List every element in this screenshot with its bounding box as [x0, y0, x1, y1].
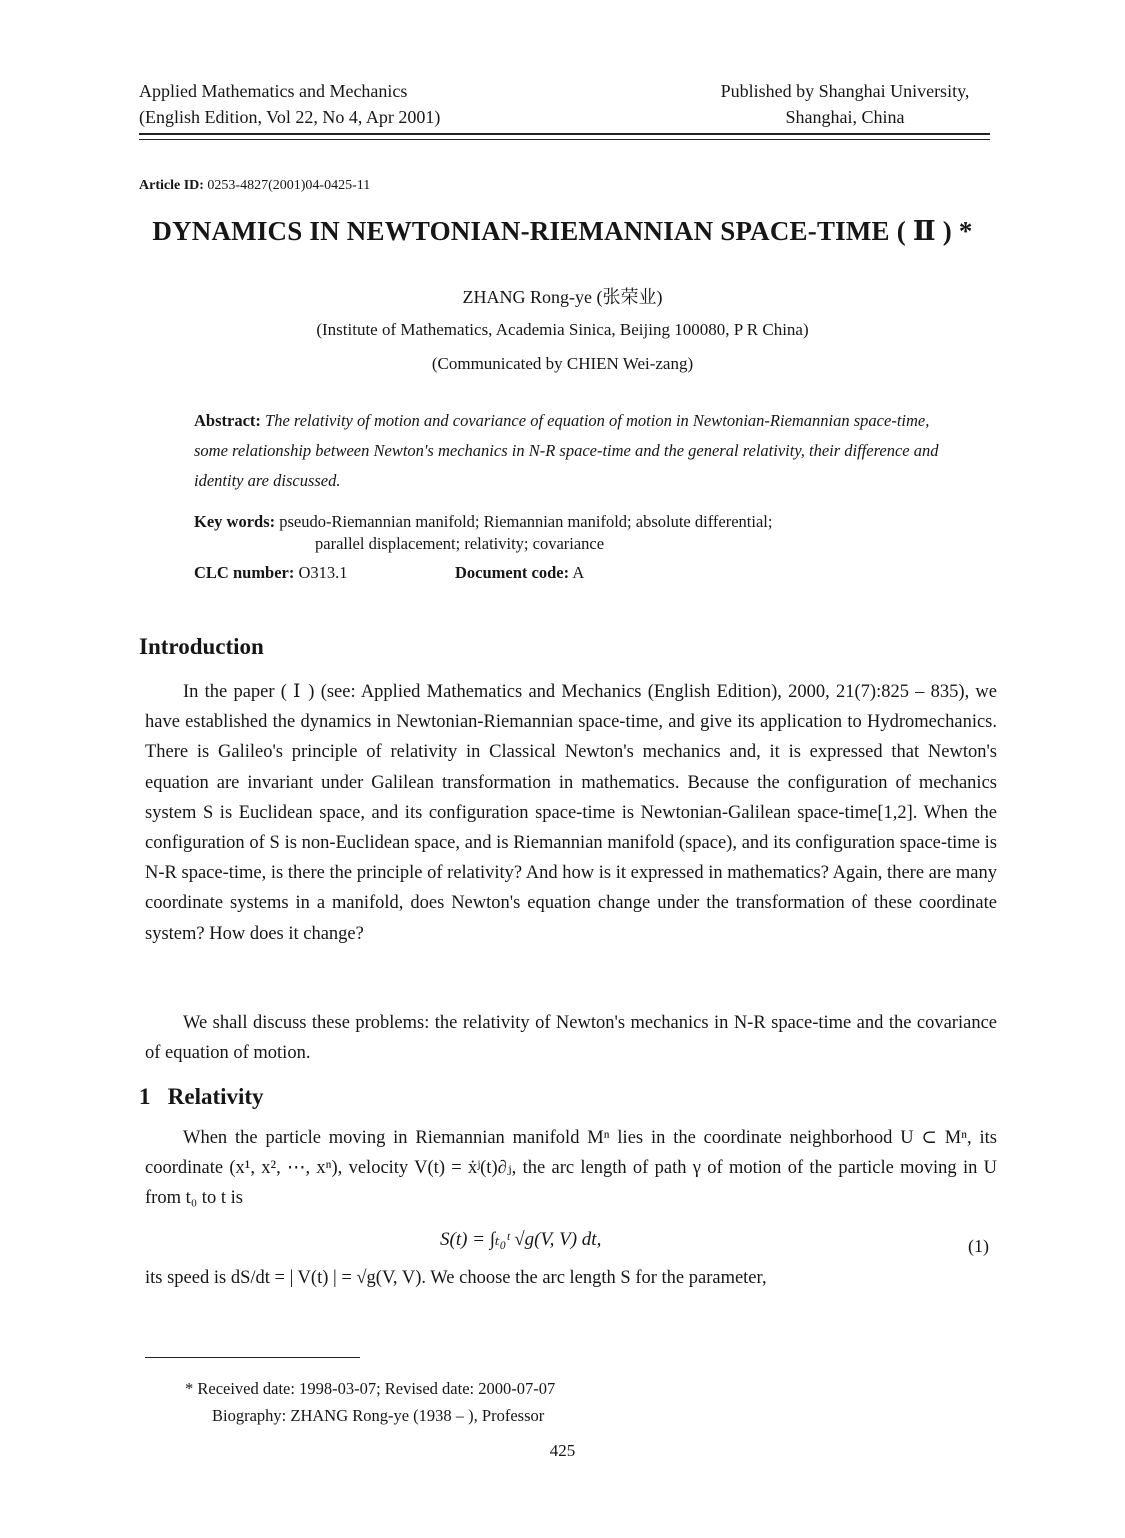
- doc-code-value: A: [572, 563, 585, 582]
- abstract-text: The relativity of motion and covariance of equation of motion in Newtonian-Riemannian space-time, some relationship between Newton's mechanics in N-R space-time and the general relativity, their difference and identity are discussed.: [194, 411, 939, 490]
- introduction-heading: Introduction: [139, 634, 264, 659]
- page-number: 425: [549, 1441, 576, 1460]
- abstract-label: Abstract:: [194, 411, 261, 430]
- journal-info: [139, 78, 440, 130]
- section-1-heading: [139, 1084, 264, 1110]
- paper-title: DYNAMICS IN NEWTONIAN-RIEMANNIAN SPACE-TIME ( Ⅱ ) *: [152, 216, 973, 246]
- clc-label: CLC number:: [194, 563, 295, 582]
- abstract: [194, 406, 964, 496]
- article-id: [139, 178, 370, 194]
- section-1-paragraph-2: its speed is dS/dt = | V(t) | = √g(V, V). We choose the arc length S for the parameter,: [145, 1268, 767, 1288]
- publisher-name: Published by Shanghai University,: [720, 81, 970, 101]
- article-id-label: Article ID:: [139, 178, 204, 193]
- doc-code-label: Document code:: [455, 563, 570, 582]
- footnote-dates: * Received date: 1998-03-07; Revised date: 2000-07-07: [185, 1379, 556, 1398]
- article-id-value: 0253-4827(2001)04-0425-11: [207, 178, 371, 193]
- author: ZHANG Rong-ye (张荣业): [462, 287, 663, 307]
- header-rule-thin: [139, 139, 990, 140]
- keywords-label: Key words:: [194, 512, 276, 531]
- publisher-info: [700, 78, 990, 130]
- footnote-rule: [145, 1357, 360, 1358]
- section-1-title: Relativity: [167, 1084, 264, 1109]
- keywords-line1: pseudo-Riemannian manifold; Riemannian manifold; absolute differential;: [279, 512, 773, 531]
- section-1-number: 1: [139, 1084, 151, 1109]
- clc-number: [194, 563, 348, 583]
- footnote-biography: Biography: ZHANG Rong-ye (1938 – ), Professor: [212, 1406, 545, 1425]
- affiliation: (Institute of Mathematics, Academia Sinica, Beijing 100080, P R China): [316, 320, 809, 339]
- equation-1: S(t) = ∫ₜ₀ᵗ √g(V, V) dt,: [440, 1229, 602, 1250]
- journal-edition: (English Edition, Vol 22, No 4, Apr 2001): [139, 107, 441, 127]
- journal-name: Applied Mathematics and Mechanics: [139, 81, 408, 101]
- clc-value: O313.1: [298, 563, 348, 582]
- equation-1-number: (1): [968, 1236, 989, 1256]
- keywords-line2: parallel displacement; relativity; covariance: [315, 534, 605, 553]
- intro-paragraph-2: We shall discuss these problems: the relativity of Newton's mechanics in N-R space-time and the covariance of equation of motion.: [145, 1013, 997, 1064]
- header-rule-thick: [139, 133, 990, 135]
- communicated-by: (Communicated by CHIEN Wei-zang): [431, 354, 694, 373]
- intro-paragraph-1: In the paper ( Ⅰ ) (see: Applied Mathematics and Mechanics (English Edition), 2000, 21(7):825 – 835), we have established the dynamics in Newtonian-Riemannian space-time, and give its application to Hydromechanics. There is Galileo's principle of relativity in Classical Newton's mechanics and, it is expressed that Newton's equation are invariant under Galilean transformation in mathematics. Because the configuration of mechanics system S is Euclidean space, and its configuration space-time is Newtonian-Galilean space-time[1,2]. When the configuration of S is non-Euclidean space, and is Riemannian manifold (space), and its configuration space-time is N-R space-time, is there the principle of relativity? And how is it expressed in mathematics? Again, there are many coordinate systems in a manifold, does Newton's equation change under the transformation of these coordinate system? How does it change?: [145, 682, 997, 944]
- keywords: [194, 507, 772, 536]
- publisher-location: Shanghai, China: [785, 107, 905, 127]
- document-code: [455, 563, 584, 583]
- section-1-paragraph-1: When the particle moving in Riemannian manifold Mⁿ lies in the coordinate neighborhood U ⊂ Mⁿ, its coordinate (x¹, x², ⋯, xⁿ), velocity V(t) = ẋʲ(t)∂ⱼ, the arc length of path γ of motion of the particle moving in U from t₀ to t is: [145, 1128, 997, 1209]
